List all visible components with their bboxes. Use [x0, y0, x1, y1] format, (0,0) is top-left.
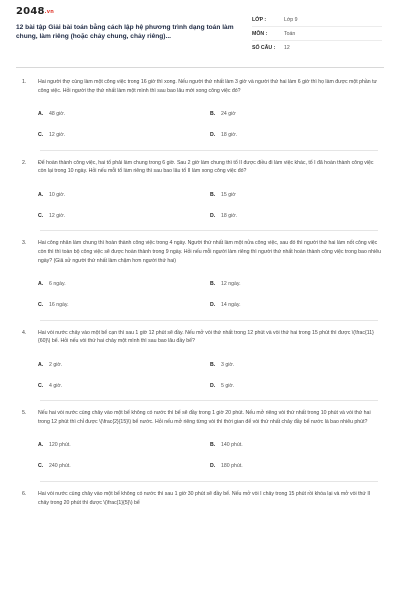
answer-option[interactable]: [38, 104, 210, 125]
question-text: Hai vòi nước cùng chảy vào một bể không có nước thì sau 1 giờ 30 phút sẽ đầy bể. Nếu mở vòi I chảy trong 15 phút rồi khóa lại và mở vòi thứ II chảy trong 20 phút thì được \(\frac{1}{5}\) bể: [38, 490, 371, 506]
question-head: [22, 329, 382, 347]
answer-option[interactable]: [38, 435, 210, 456]
meta-panel: [252, 13, 382, 55]
answer-option[interactable]: [38, 205, 210, 226]
question-text: Nếu hai vòi nước cùng chảy vào một bể không có nước thì bể sẽ đầy trong 1 giờ 20 phút. Nếu mở riêng vòi thứ nhất trong 10 phút và vòi thứ hai trong 12 phút thì chỉ được \(\frac{2}{15}\) bể nước. Hỏi nếu mở riêng từng vòi thì thời gian để vòi thứ nhất chảy đầy bể nước là bao nhiêu phút?: [38, 410, 371, 425]
meta-key: MÔN :: [252, 30, 268, 37]
option-text: 18 giờ.: [221, 132, 238, 139]
option-label: C.: [38, 302, 44, 309]
answer-option[interactable]: [210, 354, 382, 375]
question-number: 2.: [22, 159, 27, 166]
meta-key: LỚP :: [252, 16, 267, 23]
option-text: 12 ngày.: [221, 281, 241, 288]
option-label: B.: [210, 281, 216, 288]
meta-key: SỐ CÂU :: [252, 45, 276, 51]
answer-option[interactable]: [38, 274, 210, 295]
option-text: 6 ngày.: [49, 281, 66, 288]
answer-option[interactable]: [210, 184, 382, 205]
question-text: Hai người thợ cùng làm một công việc trong 16 giờ thì xong. Nếu người thứ nhất làm 3 giờ và người thứ hai làm 6 giờ thì họ làm được một phần tư công việc. Hỏi người thợ thứ nhất làm một mình thì sau bao lâu mới xong công việc đó?: [38, 79, 378, 94]
meta-value: Lớp 9: [284, 16, 298, 23]
question-divider: [40, 230, 378, 231]
answer-option[interactable]: [210, 435, 382, 456]
meta-row-subject: [252, 27, 382, 41]
question-number: 1.: [22, 79, 27, 85]
question-divider: [40, 481, 378, 482]
option-label: D.: [210, 132, 216, 139]
question-divider: [40, 320, 378, 321]
option-label: D.: [210, 382, 216, 389]
answer-options: [22, 435, 382, 477]
answer-option[interactable]: [210, 375, 382, 396]
question-divider: [40, 400, 378, 401]
header-divider: [16, 67, 384, 68]
option-text: 120 phút.: [49, 442, 71, 449]
question-head: [22, 159, 382, 177]
answer-option[interactable]: [38, 184, 210, 205]
option-label: D.: [210, 302, 216, 309]
question-number: 3.: [22, 240, 27, 247]
option-text: 15 giờ: [221, 191, 236, 198]
question-head: [22, 409, 382, 427]
option-text: 12 giờ.: [49, 132, 66, 139]
option-text: 24 giờ: [221, 111, 236, 118]
option-text: 5 giờ.: [221, 382, 235, 389]
question-list: [0, 78, 400, 515]
question-head: [22, 78, 382, 96]
option-label: D.: [210, 212, 216, 219]
answer-option[interactable]: [38, 456, 210, 477]
logo-suffix: .vn: [44, 9, 54, 15]
answer-option[interactable]: [210, 274, 382, 295]
logo-text: 2048: [16, 6, 45, 17]
answer-options: [22, 354, 382, 396]
option-text: 12 giờ.: [49, 212, 66, 219]
question-text: Để hoàn thành công việc, hai tổ phải làm chung trong 6 giờ. Sau 2 giờ làm chung thì tổ II được điều đi làm việc khác, tổ I đã hoàn thành công việc còn lại trong 10 ngày. Hỏi nếu mỗi tổ làm riêng thì sau bao lâu tổ II làm xong công việc đó?: [38, 159, 374, 175]
option-label: A.: [38, 361, 44, 368]
question: [0, 78, 400, 151]
document-title: 12 bài tập Giải bài toán bằng cách lập hệ phương trình dạng toán làm chung, làm riêng (hoặc chảy chung, chảy riêng)...: [16, 24, 234, 40]
option-text: 16 ngày.: [49, 302, 69, 309]
answer-option[interactable]: [38, 375, 210, 396]
answer-option[interactable]: [38, 295, 210, 316]
answer-option[interactable]: [210, 456, 382, 477]
option-text: 14 ngày.: [221, 302, 241, 309]
option-label: A.: [38, 111, 44, 118]
answer-option[interactable]: [210, 104, 382, 125]
question-number: 5.: [22, 410, 27, 417]
option-text: 48 giờ.: [49, 111, 66, 118]
answer-option[interactable]: [38, 125, 210, 146]
question: [0, 239, 400, 320]
option-text: 18 giờ.: [221, 212, 238, 219]
option-label: A.: [38, 191, 44, 198]
option-label: B.: [210, 442, 216, 449]
option-text: 140 phút.: [221, 442, 243, 449]
option-text: 3 giờ.: [221, 361, 235, 368]
option-text: 180 phút.: [221, 463, 243, 470]
question: [0, 490, 400, 508]
option-label: C.: [38, 382, 44, 389]
answer-option[interactable]: [210, 295, 382, 316]
answer-options: [22, 104, 382, 146]
option-text: 10 giờ.: [49, 191, 66, 198]
meta-value: 12: [284, 45, 290, 51]
question: [0, 159, 400, 232]
option-label: B.: [210, 191, 216, 198]
option-label: A.: [38, 442, 44, 449]
question-number: 4.: [22, 329, 27, 336]
question-text: Hai công nhân làm chung thì hoàn thành công việc trong 4 ngày. Người thứ nhất làm một nửa công việc, sau đó thì người thứ hai làm nốt công việc còn thì thì toàn bộ công việc sẽ được hoàn thành trong 9 ngày. Hỏi nếu mỗi người làm riêng thì người thứ nhất hoàn thành công việc trong bao nhiêu ngày? (Giả sử người thứ nhất làm chậm hơn người thứ hai): [38, 240, 381, 264]
meta-row-class: [252, 13, 382, 27]
question-text: Hai vòi nước chảy vào một bể cạn thì sau 1 giờ 12 phút sẽ đầy. Nếu mở vòi thứ nhất trong 12 phút và vòi thứ hai trong 15 phút thì được \(\frac{11}{60}\) bể. Hỏi nếu vòi thứ hai chảy một mình thì sau bao lâu đầy bể?: [38, 329, 374, 345]
answer-option[interactable]: [210, 125, 382, 146]
question-divider: [40, 150, 378, 151]
question-head: [22, 490, 382, 508]
header: [0, 0, 400, 66]
question: [0, 409, 400, 482]
question-head: [22, 239, 382, 265]
answer-options: [22, 274, 382, 316]
question-number: 6.: [22, 490, 27, 497]
option-text: 240 phút.: [49, 463, 71, 470]
option-label: B.: [210, 111, 216, 118]
answer-option[interactable]: [210, 205, 382, 226]
option-label: C.: [38, 463, 44, 470]
meta-row-count: [252, 41, 382, 55]
meta-value: Toán: [284, 30, 296, 37]
option-label: B.: [210, 361, 216, 368]
option-label: D.: [210, 463, 216, 470]
option-text: 2 giờ.: [49, 361, 63, 368]
answer-options: [22, 184, 382, 226]
option-text: 4 giờ.: [49, 382, 63, 389]
answer-option[interactable]: [38, 354, 210, 375]
question: [0, 329, 400, 402]
option-label: C.: [38, 212, 44, 219]
option-label: C.: [38, 132, 44, 139]
option-label: A.: [38, 281, 44, 288]
